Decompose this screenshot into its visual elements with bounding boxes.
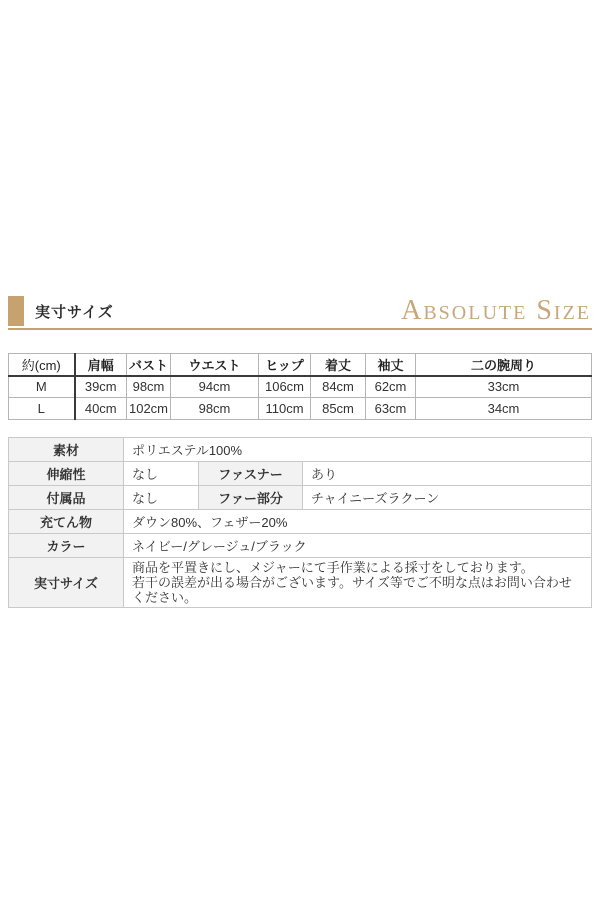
fastener-label: ファスナー — [199, 462, 303, 486]
fur-value: チャイニーズラクーン — [303, 486, 592, 510]
section-title-en: Absolute Size — [401, 295, 591, 326]
cell-hip: 106cm — [259, 376, 311, 398]
cell-upper-arm: 34cm — [416, 398, 592, 420]
cell-shoulder: 40cm — [75, 398, 127, 420]
fur-label: ファー部分 — [199, 486, 303, 510]
cell-waist: 98cm — [171, 398, 259, 420]
col-header-shoulder: 肩幅 — [75, 354, 127, 376]
col-header-hip: ヒップ — [259, 354, 311, 376]
row-stretch-fastener — [9, 462, 592, 486]
col-header-sleeve: 袖丈 — [366, 354, 416, 376]
size-section — [8, 296, 592, 608]
fastener-value: あり — [303, 462, 592, 486]
size-label: M — [9, 376, 75, 398]
section-header — [8, 296, 592, 330]
col-header-length: 着丈 — [311, 354, 366, 376]
table-row-size-l — [9, 398, 592, 420]
cell-bust: 102cm — [127, 398, 171, 420]
table-row-size-m — [9, 376, 592, 398]
size-measurement-table — [8, 353, 592, 420]
row-measurement-note — [9, 558, 592, 608]
col-header-upper-arm: 二の腕周り — [416, 354, 592, 376]
stretch-value: なし — [124, 462, 199, 486]
cell-sleeve: 62cm — [366, 376, 416, 398]
cell-hip: 110cm — [259, 398, 311, 420]
row-filling — [9, 510, 592, 534]
row-material — [9, 438, 592, 462]
color-value: ネイビー/グレージュ/ブラック — [124, 534, 592, 558]
size-label: L — [9, 398, 75, 420]
col-header-waist: ウエスト — [171, 354, 259, 376]
filling-value: ダウン80%、フェザー20% — [124, 510, 592, 534]
row-color — [9, 534, 592, 558]
size-table-header-row — [9, 354, 592, 376]
cell-bust: 98cm — [127, 376, 171, 398]
section-title: 実寸サイズ — [35, 303, 114, 321]
row-accessory-fur — [9, 486, 592, 510]
product-detail-table — [8, 437, 592, 608]
cell-length: 85cm — [311, 398, 366, 420]
accessory-label: 付属品 — [9, 486, 124, 510]
note-label: 実寸サイズ — [9, 558, 124, 608]
cell-sleeve: 63cm — [366, 398, 416, 420]
cell-waist: 94cm — [171, 376, 259, 398]
cell-length: 84cm — [311, 376, 366, 398]
filling-label: 充てん物 — [9, 510, 124, 534]
note-value — [124, 558, 592, 608]
cell-upper-arm: 33cm — [416, 376, 592, 398]
material-label: 素材 — [9, 438, 124, 462]
col-header-unit: 約(cm) — [9, 354, 75, 376]
color-label: カラー — [9, 534, 124, 558]
cell-shoulder: 39cm — [75, 376, 127, 398]
stretch-label: 伸縮性 — [9, 462, 124, 486]
note-line-1: 商品を平置きにし、メジャーにて手作業による採寸をしております。 — [132, 560, 534, 575]
note-line-2: 若干の誤差が出る場合がございます。サイズ等でご不明な点はお問い合わせください。 — [132, 575, 572, 605]
material-value: ポリエステル100% — [124, 438, 592, 462]
col-header-bust: バスト — [127, 354, 171, 376]
accessory-value: なし — [124, 486, 199, 510]
accent-bar — [8, 296, 24, 326]
